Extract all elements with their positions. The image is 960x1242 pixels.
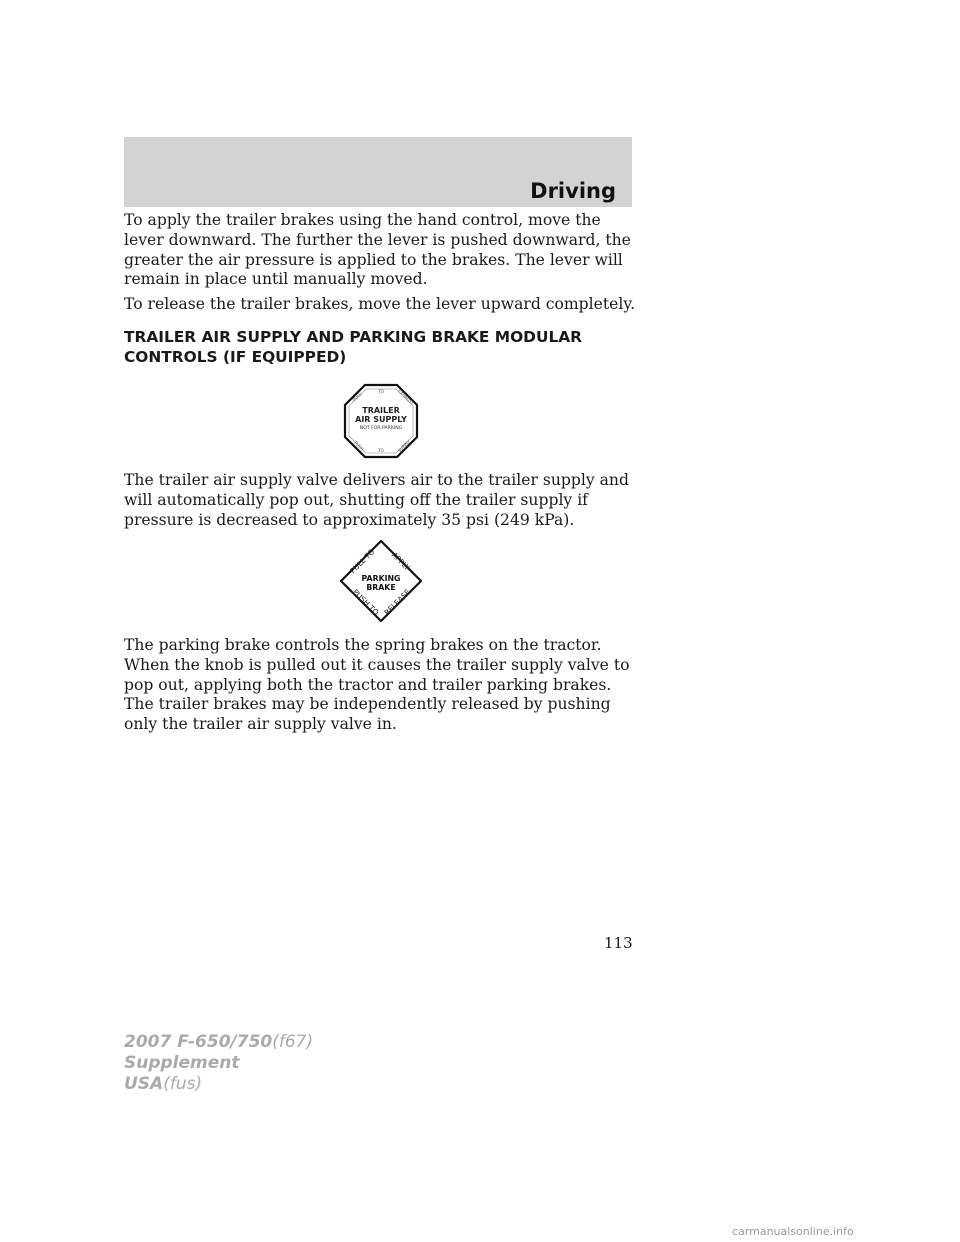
label-bottom-center: TO [378, 448, 384, 453]
paragraph-parking-brake: The parking brake controls the spring brakes on the tractor. When the knob is pulled out it causes the trailer supply valve to pop out, applying both the tractor and trailer parking brakes. The trailer brakes may be independently released by pushing only the trailer air supply valve in. [124, 636, 630, 734]
label-top-right: EXHAUST [397, 388, 415, 406]
footer-line-3 [124, 1074, 313, 1095]
label-push-to: PUSH TO [350, 587, 381, 618]
knob-title-line-2: AIR SUPPLY [355, 415, 407, 424]
knob-title-line-1: TRAILER [362, 406, 400, 415]
label-top-center: TO [378, 389, 384, 394]
footer-region: USA [124, 1074, 164, 1094]
paragraph-trailer-air-supply: The trailer air supply valve delivers air to the trailer supply and will automatically pop out, shutting off the trailer supply if pressure is decreased to approximately 35 psi (249 kPa). [124, 471, 629, 529]
paragraph-release-trailer-brakes: To release the trailer brakes, move the lever upward completely. [124, 295, 636, 313]
knob-subtitle: NOT FOR PARKING [359, 426, 403, 431]
footer-region-code: (fus) [163, 1074, 203, 1094]
footer-line-1 [124, 1032, 313, 1053]
paragraph-apply-trailer-brakes: To apply the trailer brakes using the hand control, move the lever downward. The further the lever is pushed downward, the greater the air pressure is applied to the brakes. The lever will remain in place until manually moved. [124, 211, 631, 289]
label-bottom-left: PUSH [353, 440, 365, 452]
heading-line-1: TRAILER AIR SUPPLY AND PARKING BRAKE MODULAR [124, 328, 583, 346]
document-footer [124, 1032, 313, 1095]
watermark: carmanualsonline.info [732, 1225, 854, 1238]
knob-title-line-2: BRAKE [366, 583, 396, 592]
section-title: Driving [530, 179, 616, 203]
label-bottom-right: SUPPLY [396, 438, 412, 454]
label-top-left: PULL [351, 391, 363, 403]
parking-brake-knob-figure [339, 539, 423, 623]
footer-model: 2007 F-650/750 [124, 1032, 273, 1052]
knob-title-line-1: PARKING [361, 574, 401, 583]
heading-line-2: CONTROLS (IF EQUIPPED) [124, 347, 347, 366]
page-number: 113 [604, 934, 633, 952]
footer-model-code: (f67) [272, 1032, 314, 1052]
footer-line-2: Supplement [124, 1053, 240, 1073]
trailer-air-supply-knob-figure [343, 383, 419, 459]
label-apply: APPLY [389, 550, 412, 573]
label-release: RELEASE [382, 587, 413, 618]
section-heading [124, 328, 644, 367]
section-header-band [124, 137, 632, 207]
label-pull-to: PULL TO [348, 547, 377, 576]
